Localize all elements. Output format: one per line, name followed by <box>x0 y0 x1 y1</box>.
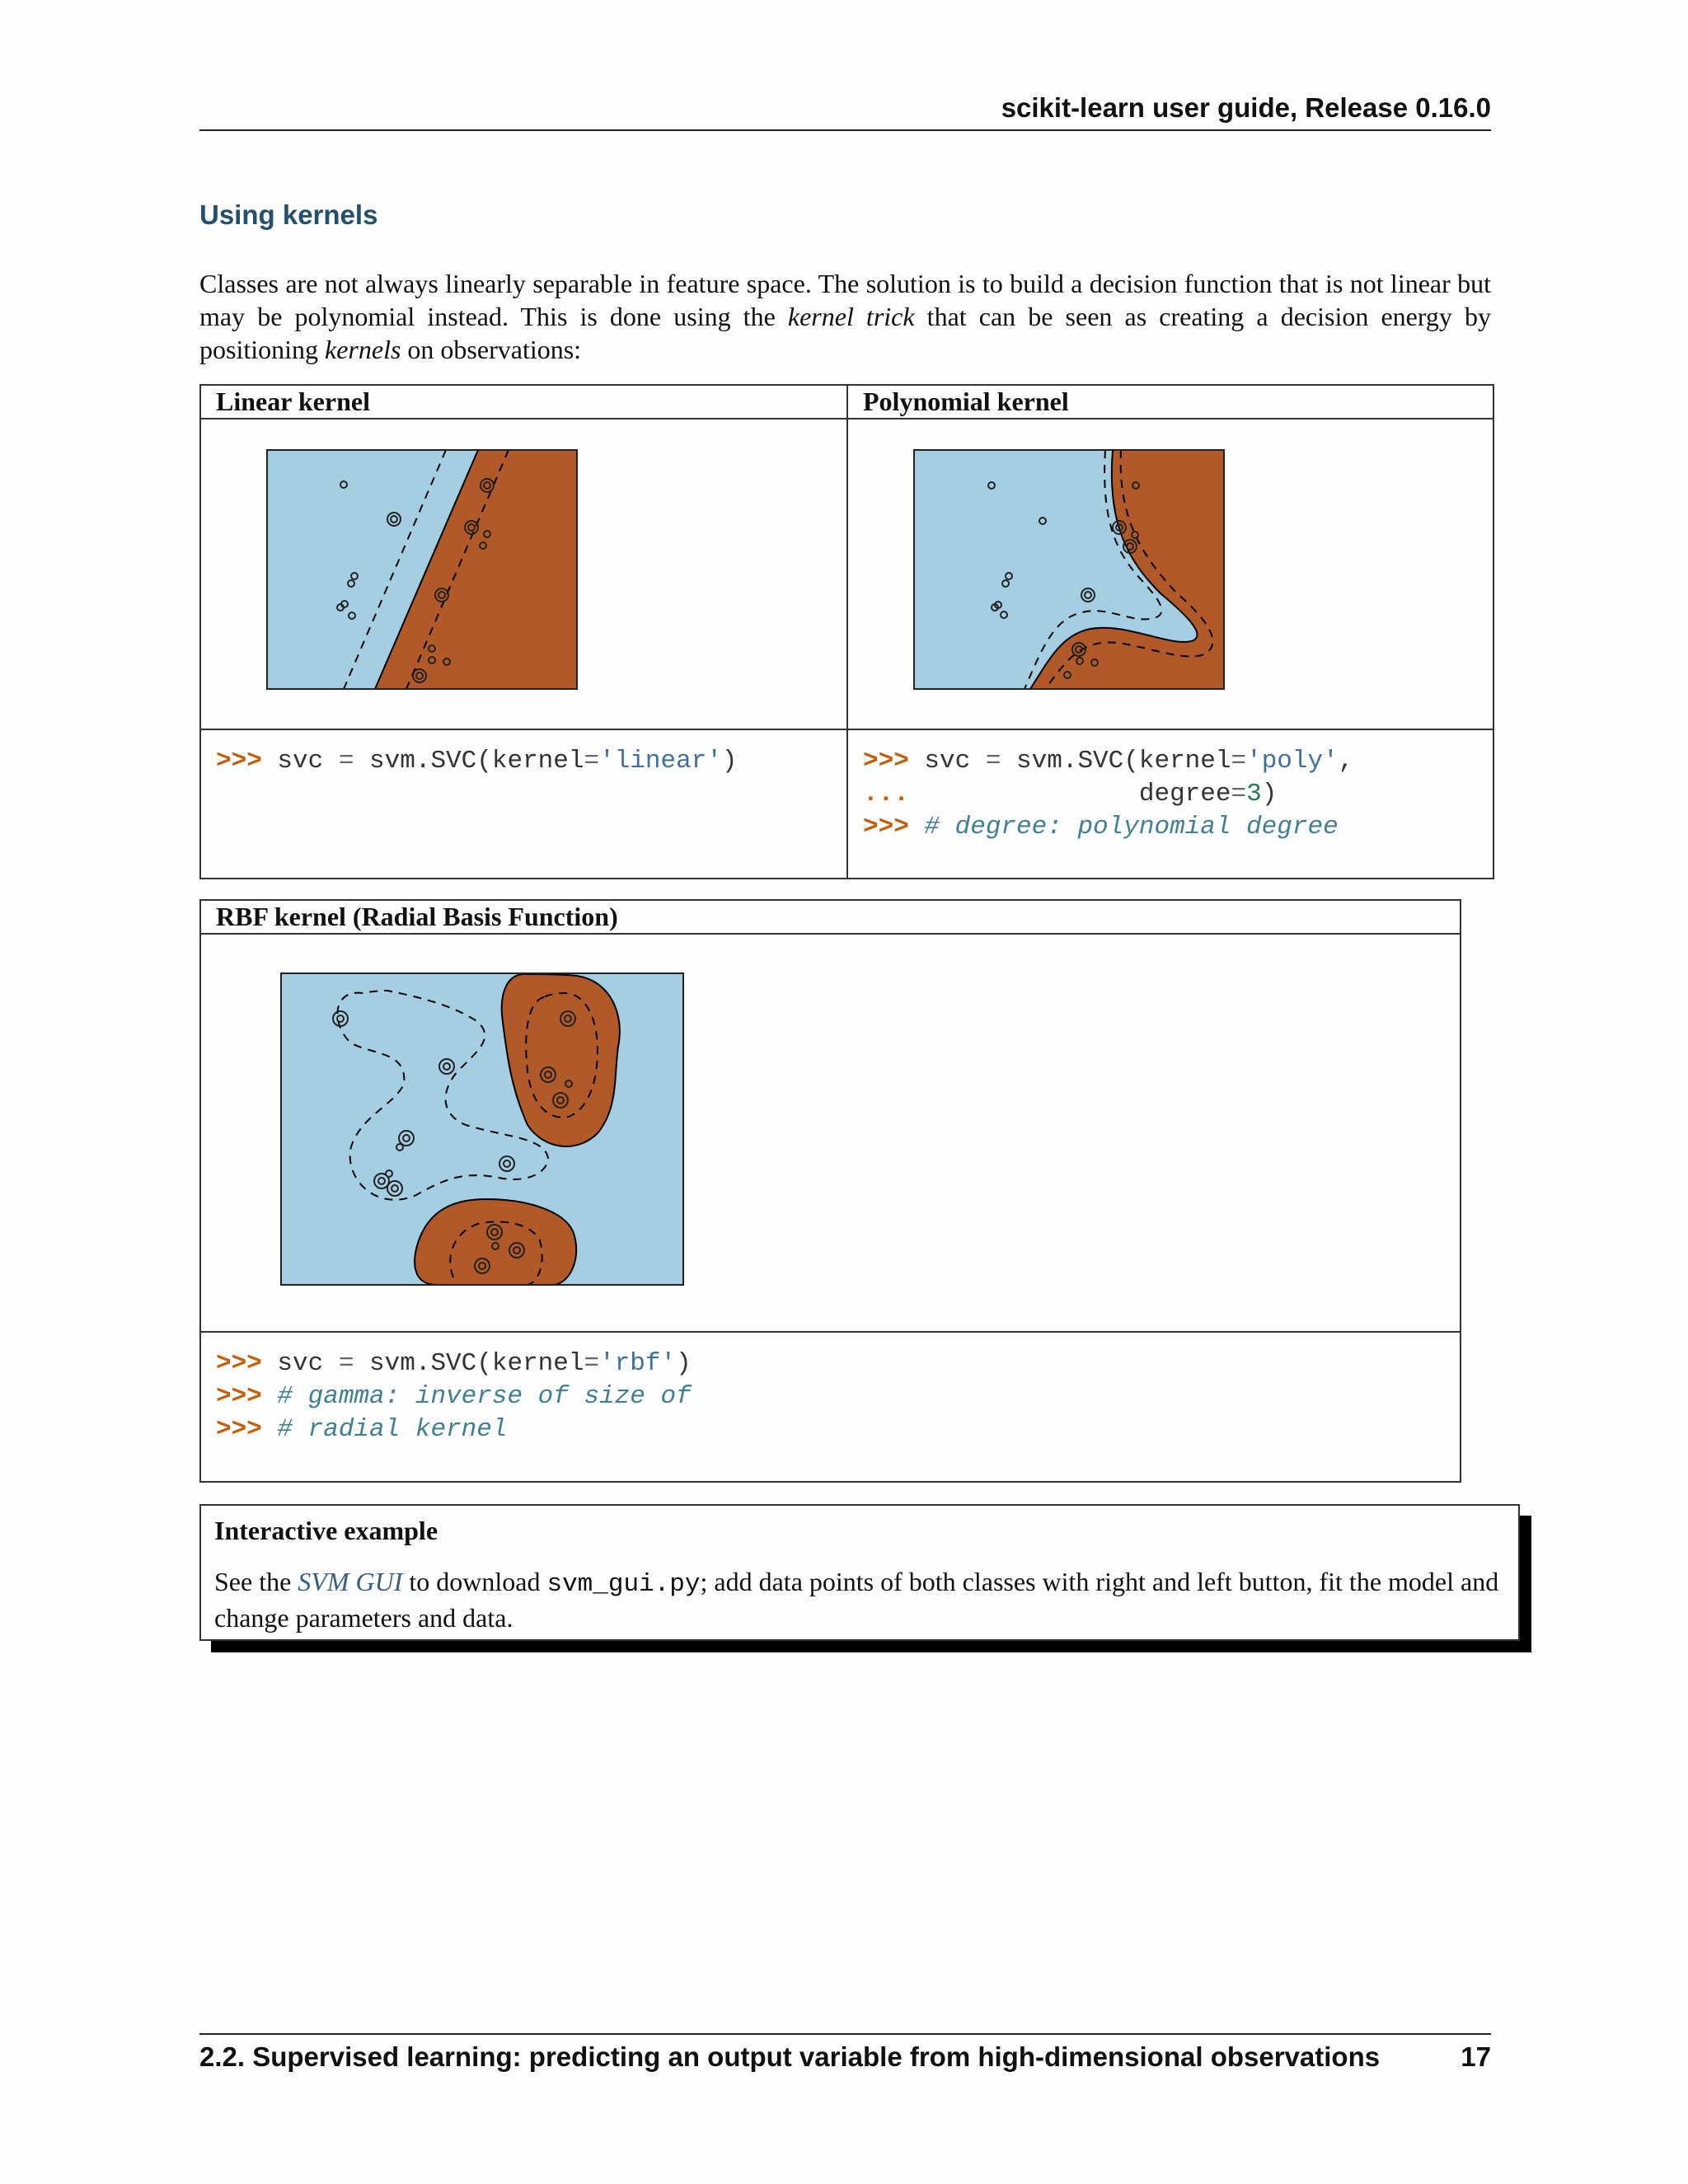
code-text: svc <box>261 1349 339 1378</box>
running-footer: 2.2. Supervised learning: predicting an output variable from high-dimensional observations <box>199 2041 1381 2072</box>
code-continuation-prompt: ... <box>863 780 909 808</box>
rbf-kernel-table <box>199 899 1461 1483</box>
rbf-class-b-region <box>415 1199 576 1285</box>
code-operator: = <box>985 747 1001 776</box>
code-string: 'poly' <box>1246 747 1339 776</box>
linear-kernel-plot <box>266 449 579 691</box>
code-prompt: >>> <box>216 1415 262 1444</box>
code-text: svc <box>261 747 339 776</box>
code-operator: = <box>584 1349 600 1378</box>
code-prompt: >>> <box>216 747 262 776</box>
rbf-kernel-plot <box>280 972 686 1287</box>
code-text: svm.SVC(kernel <box>354 747 584 776</box>
interactive-example-note <box>199 1504 1520 1641</box>
code-prompt: >>> <box>863 747 909 776</box>
code-number: 3 <box>1246 780 1262 808</box>
code-row-divider <box>201 729 1493 730</box>
running-header: scikit-learn user guide, Release 0.16.0 <box>1001 92 1491 123</box>
poly-code-block <box>863 745 1353 844</box>
code-text: degree <box>908 780 1231 808</box>
code-string: 'linear' <box>599 747 722 776</box>
code-comment: # degree: polynomial degree <box>908 813 1339 841</box>
intro-text-2: that can be seen as creating a decision energy by positioning <box>199 302 1492 364</box>
note-body <box>214 1565 1500 1634</box>
linear-kernel-header: Linear kernel <box>216 387 370 416</box>
section-heading: Using kernels <box>199 199 378 230</box>
note-text-2: to download <box>402 1567 547 1596</box>
code-comment: # radial kernel <box>261 1415 508 1444</box>
code-operator: = <box>1231 747 1247 776</box>
code-text: svm.SVC(kernel <box>1001 747 1231 776</box>
intro-paragraph <box>199 267 1491 366</box>
code-prompt: >>> <box>863 813 909 841</box>
code-operator: = <box>338 747 354 776</box>
intro-text-1: Classes are not always linearly separable in feature space. The solution is to build a decision function that is not linear but may be polynomial instead. This is done using the <box>199 269 1491 331</box>
rbf-kernel-header: RBF kernel (Radial Basis Function) <box>216 902 618 931</box>
page-number: 17 <box>1461 2041 1491 2072</box>
code-prompt: >>> <box>216 1382 262 1411</box>
code-operator: = <box>584 747 600 776</box>
footer-rule <box>199 2033 1491 2035</box>
code-text: ) <box>1261 780 1278 808</box>
code-string: 'rbf' <box>599 1349 677 1378</box>
note-text-1: See the <box>214 1567 298 1596</box>
header-divider <box>201 933 1460 935</box>
kernel-trick-term: kernel trick <box>787 302 915 331</box>
code-text: svc <box>908 747 986 776</box>
header-divider <box>201 418 1493 419</box>
code-text: svm.SVC(kernel <box>354 1349 584 1378</box>
kernels-term: kernels <box>325 335 401 364</box>
intro-text-3: on observations: <box>401 335 582 364</box>
linear-code-block <box>216 745 738 778</box>
kernel-table <box>199 384 1494 879</box>
column-divider <box>846 386 848 878</box>
code-text: ) <box>676 1349 692 1378</box>
code-text: , <box>1338 747 1354 776</box>
code-operator: = <box>338 1349 354 1378</box>
note-title: Interactive example <box>214 1516 438 1545</box>
note-text-3: ; add data points of both classes with right and left button, fit the model and change parameters and data. <box>214 1567 1499 1633</box>
code-operator: = <box>1231 780 1247 808</box>
header-rule <box>199 129 1491 131</box>
code-comment: # gamma: inverse of size of <box>261 1382 692 1411</box>
svm-gui-link[interactable]: SVM GUI <box>298 1567 403 1596</box>
code-prompt: >>> <box>216 1349 262 1378</box>
code-text: ) <box>721 747 738 776</box>
svm-gui-filename: svm_gui.py <box>546 1570 701 1599</box>
polynomial-kernel-plot <box>913 449 1226 691</box>
polynomial-kernel-header: Polynomial kernel <box>863 387 1069 416</box>
code-row-divider <box>201 1331 1460 1333</box>
rbf-code-block <box>216 1347 692 1446</box>
